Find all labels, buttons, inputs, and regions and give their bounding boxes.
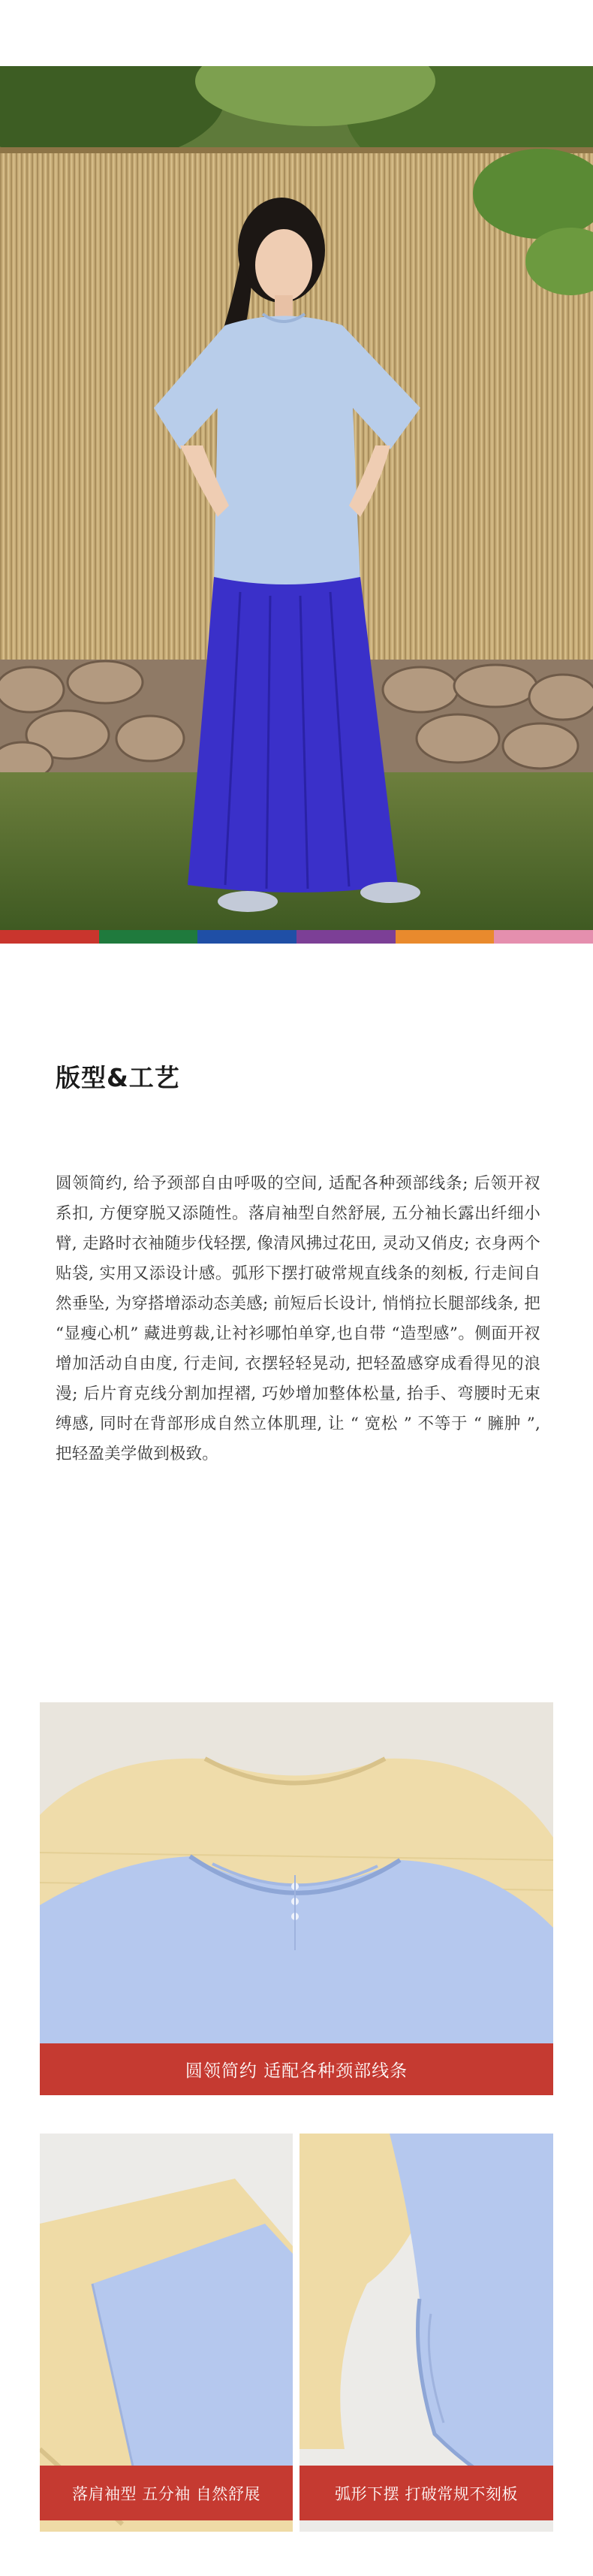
section-title: 版型&工艺 [56,1063,180,1092]
description-text: 圆领简约, 给予颈部自由呼吸的空间, 适配各种颈部线条; 后领开衩系扣, 方便穿脱又添随性。落肩袖型自然舒展, 五分袖长露出纤细小臂, 走路时衣袖随步伐轻摆, 像清风拂过花田, 灵动又俏皮; 衣身两个贴袋, 实用又添设计感。弧形下摆打破常规直线条的刻板, 行走间自然垂坠, 为穿搭增添动态美感; 前短后长设计, 悄悄拉长腿部线条, 把 “显瘦心机” 藏进剪裁,让衬衫哪怕单穿,也自带 “造型感”。侧面开衩增加活动自由度, 行走间, 衣摆轻轻晃动, 把轻盈感穿成看得见的浪漫; 后片育克线分割加捏褶, 巧妙增加整体松量, 抬手、弯腰时无束缚感, 同时在背部形成自然立体肌理, 让 “ 宽松 ” 不等于 “ 臃肿 ”,把轻盈美学做到极致。 [56,1174,540,1463]
sleeve-caption: 落肩袖型 五分袖 自然舒展 [40,2466,293,2520]
hem-caption: 弧形下摆 打破常规不刻板 [300,2466,553,2520]
model-illustration [0,66,593,930]
color-strip [0,930,593,944]
hero-photo [0,66,593,930]
color-strip-segment [197,930,296,944]
color-strip-segment [296,930,396,944]
color-strip-segment [0,930,99,944]
color-strip-segment [99,930,198,944]
color-strip-segment [396,930,495,944]
collar-caption: 圆领简约 适配各种颈部线条 [40,2043,553,2095]
collar-illustration [40,1702,553,2095]
collar-photo [40,1702,553,2095]
color-strip-segment [494,930,593,944]
